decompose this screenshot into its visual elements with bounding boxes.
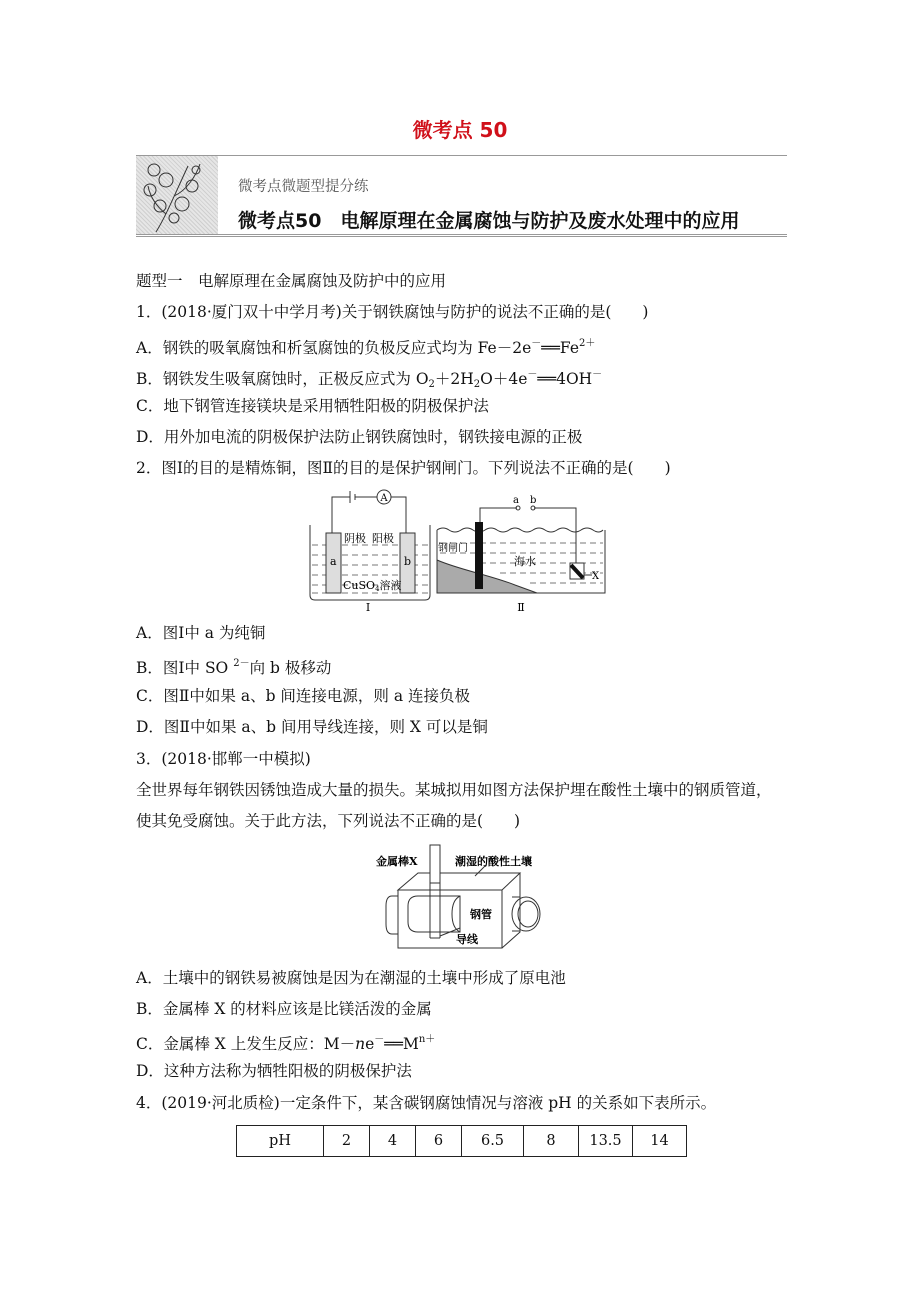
table-row xyxy=(237,1126,687,1157)
page-title: 微考点 50 xyxy=(412,118,508,142)
ph-table xyxy=(236,1125,687,1157)
flower-illustration xyxy=(136,156,218,234)
steel-gate-label: 钢闸门 xyxy=(438,543,468,554)
q2-stem: 2．图Ⅰ的目的是精炼铜，图Ⅱ的目的是保护钢闸门。下列说法不正确的是( ) xyxy=(136,459,671,477)
q3-paragraph-1: 全世界每年钢铁因锈蚀造成大量的损失。某城拟用如图方法保护埋在酸性土壤中的钢质管道， xyxy=(136,781,772,799)
metal-rod-label: 金属棒X xyxy=(376,855,418,868)
steel-pipe-label: 钢管 xyxy=(470,908,492,921)
table-cell: 6.5 xyxy=(462,1126,524,1157)
seawater-label: 海水 xyxy=(514,555,536,568)
figure-2-caption: Ⅱ xyxy=(517,601,525,614)
ammeter-label: A xyxy=(380,493,388,504)
x-electrode-label: X xyxy=(592,571,600,582)
table-cell: 6 xyxy=(416,1126,462,1157)
q1-stem: 1．(2018·厦门双十中学月考)关于钢铁腐蚀与防护的说法不正确的是( ) xyxy=(136,303,649,321)
q3-paragraph-2: 使其免受腐蚀。关于此方法，下列说法不正确的是( ) xyxy=(136,812,521,830)
q2-option-a: A．图Ⅰ中 a 为纯铜 xyxy=(136,624,266,642)
q3-option-a: A．土壤中的钢铁易被腐蚀是因为在潮湿的土壤中形成了原电池 xyxy=(136,969,566,987)
terminal-a-label: a xyxy=(513,495,519,506)
electrode-a-label: a xyxy=(330,555,337,568)
header-main-title: 微考点50 电解原理在金属腐蚀与防护及废水处理中的应用 xyxy=(238,210,740,232)
q3-option-c: C．金属棒 X 上发生反应：$M-ne^-══M^{n+}$ xyxy=(136,1034,436,1053)
table-header-cell: pH xyxy=(237,1126,324,1157)
anode-label: 阳极 xyxy=(372,532,394,545)
wire-label: 导线 xyxy=(456,933,478,946)
pipe-protection-diagram xyxy=(360,840,560,950)
q3-option-b: B．金属棒 X 的材料应该是比镁活泼的金属 xyxy=(136,1000,432,1018)
acidic-soil-label: 潮湿的酸性土壤 xyxy=(455,855,532,868)
q2-option-b: B．图Ⅰ中 SO $^{2-}$向 b 极移动 xyxy=(136,658,332,677)
solution-label: CuSO4溶液 xyxy=(343,579,402,593)
header-subtitle: 微考点微题型提分练 xyxy=(238,179,369,195)
electrode-b-label: b xyxy=(404,555,412,568)
q1-option-b: B．钢铁发生吸氧腐蚀时，正极反应式为 $O_2+2H_2O+4e^-══4OH^-$ xyxy=(136,369,603,390)
q1-option-a: A．钢铁的吸氧腐蚀和析氢腐蚀的负极反应式均为 $Fe-2e^-══Fe^{2+}$ xyxy=(136,338,596,357)
electrolysis-diagram xyxy=(300,485,620,615)
table-cell: 8 xyxy=(524,1126,579,1157)
cathode-label: 阴极 xyxy=(344,532,366,545)
q1-option-c: C．地下钢管连接镁块是采用牺牲阳极的阴极保护法 xyxy=(136,397,489,415)
section-header xyxy=(136,155,787,237)
table-cell: 14 xyxy=(633,1126,687,1157)
q3-option-d: D．这种方法称为牺牲阳极的阴极保护法 xyxy=(136,1062,412,1080)
q1-option-d: D．用外加电流的阴极保护法防止钢铁腐蚀时，钢铁接电源的正极 xyxy=(136,428,583,446)
q3-stem: 3．(2018·邯郸一中模拟) xyxy=(136,750,311,768)
section-heading: 题型一 电解原理在金属腐蚀及防护中的应用 xyxy=(136,272,447,290)
q2-option-c: C．图Ⅱ中如果 a、b 间连接电源，则 a 连接负极 xyxy=(136,687,471,705)
table-cell: 13.5 xyxy=(579,1126,633,1157)
q2-option-d: D．图Ⅱ中如果 a、b 间用导线连接，则 X 可以是铜 xyxy=(136,718,488,736)
table-cell: 2 xyxy=(324,1126,370,1157)
figure-1-caption: Ⅰ xyxy=(365,601,371,614)
q4-stem: 4．(2019·河北质检)一定条件下，某含碳钢腐蚀情况与溶液 pH 的关系如下表所示。 xyxy=(136,1094,717,1112)
table-cell: 4 xyxy=(370,1126,416,1157)
terminal-b-label: b xyxy=(530,495,537,506)
